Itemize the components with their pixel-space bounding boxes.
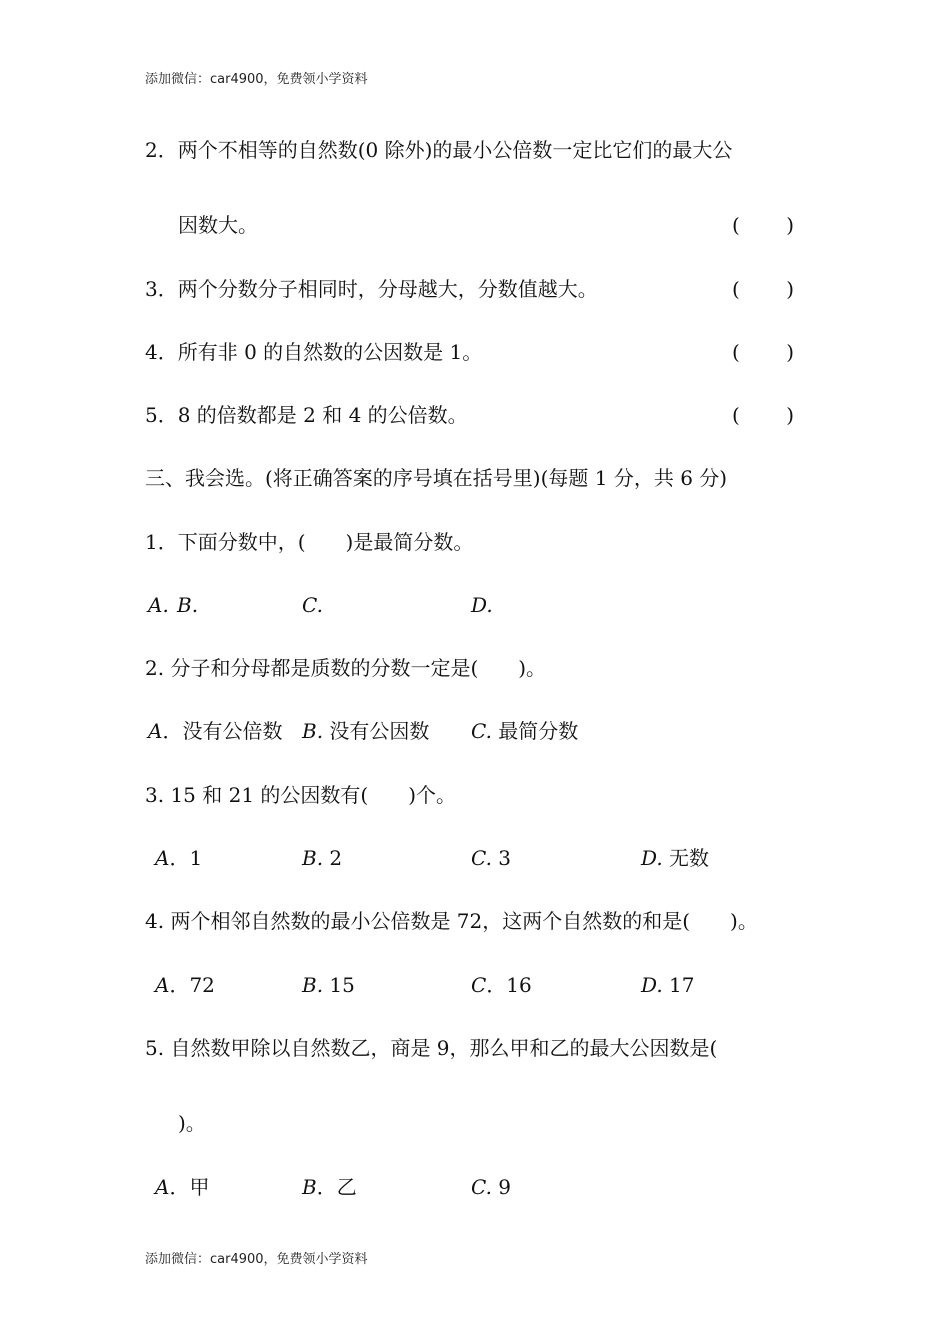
- choice-q4-option-b[interactable]: [302, 973, 355, 997]
- choice-q3-option-d[interactable]: [641, 846, 709, 870]
- choice-q4-option-a[interactable]: [155, 973, 215, 997]
- option-text: ．16: [486, 973, 532, 997]
- answer-blank-q3[interactable]: [732, 277, 794, 301]
- page-header-note: 添加微信：car4900，免费领小学资料: [145, 72, 368, 87]
- option-letter: C: [471, 973, 487, 997]
- option-letter: B.: [302, 846, 324, 870]
- option-letter: B.: [302, 973, 324, 997]
- option-letter: B: [302, 1175, 317, 1199]
- judge-q2-line1: 2．两个不相等的自然数(0 除外)的最小公倍数一定比它们的最大公: [145, 138, 733, 162]
- judge-q2-line2: 因数大。: [178, 213, 258, 237]
- choice-q1-stem: 1．下面分数中，( )是最简分数。: [145, 530, 474, 554]
- option-letter: D.: [641, 973, 663, 997]
- option-text: 2: [323, 846, 343, 870]
- paren-open: (: [732, 213, 740, 237]
- choice-q2-option-c[interactable]: [471, 719, 578, 743]
- option-text: ．乙: [316, 1175, 357, 1199]
- choice-q1-option-a[interactable]: A.: [148, 593, 169, 617]
- choice-q5-option-b[interactable]: [302, 1175, 357, 1199]
- option-letter: A: [148, 719, 163, 743]
- choice-q5-stem-line2: )。: [178, 1111, 206, 1135]
- option-text: 没有公因数: [323, 719, 430, 743]
- choice-q4-stem: 4. 两个相邻自然数的最小公倍数是 72，这两个自然数的和是( )。: [145, 909, 758, 933]
- choice-q5-stem-line1: 5. 自然数甲除以自然数乙，商是 9，那么甲和乙的最大公因数是(: [145, 1036, 718, 1060]
- option-text: ．没有公倍数: [162, 719, 283, 743]
- option-text: ．甲: [169, 1175, 210, 1199]
- paren-open: (: [732, 340, 740, 364]
- option-text: ．1: [169, 846, 203, 870]
- option-text: 最简分数: [491, 719, 579, 743]
- option-text: 3: [491, 846, 512, 870]
- choice-q1-option-c[interactable]: C.: [302, 593, 323, 617]
- choice-q4-option-d[interactable]: [641, 973, 695, 997]
- answer-blank-q5[interactable]: [732, 403, 794, 427]
- paren-open: (: [732, 277, 740, 301]
- judge-q3: 3．两个分数分子相同时，分母越大，分数值越大。: [145, 277, 598, 301]
- paren-open: (: [732, 403, 740, 427]
- paren-close: ): [786, 277, 794, 301]
- paren-close: ): [786, 403, 794, 427]
- option-letter: A: [155, 973, 170, 997]
- choice-q1-option-d[interactable]: D.: [471, 593, 493, 617]
- option-text: 15: [323, 973, 355, 997]
- option-text: ．72: [169, 973, 215, 997]
- option-letter: A: [155, 1175, 170, 1199]
- option-letter: B.: [302, 719, 324, 743]
- option-text: 17: [662, 973, 695, 997]
- section-3-title: 三、我会选。(将正确答案的序号填在括号里)(每题 1 分，共 6 分): [145, 466, 728, 490]
- choice-q4-option-c[interactable]: [471, 973, 532, 997]
- option-letter: A: [155, 846, 170, 870]
- option-letter: C.: [471, 1175, 492, 1199]
- paren-close: ): [786, 340, 794, 364]
- judge-q4: 4．所有非 0 的自然数的公因数是 1。: [145, 340, 483, 364]
- option-letter: C.: [471, 719, 492, 743]
- choice-q2-option-a[interactable]: [148, 719, 282, 743]
- judge-q5: 5．8 的倍数都是 2 和 4 的公倍数。: [145, 403, 468, 427]
- choice-q3-option-a[interactable]: [155, 846, 202, 870]
- option-text: 无数: [662, 846, 710, 870]
- choice-q1-option-b[interactable]: B.: [177, 593, 199, 617]
- choice-q3-option-b[interactable]: [302, 846, 342, 870]
- choice-q2-stem: 2. 分子和分母都是质数的分数一定是( )。: [145, 656, 547, 680]
- option-text: 9: [491, 1175, 512, 1199]
- answer-blank-q2[interactable]: [732, 213, 794, 237]
- choice-q5-option-a[interactable]: [155, 1175, 209, 1199]
- choice-q3-stem: 3. 15 和 21 的公因数有( )个。: [145, 783, 457, 807]
- choice-q3-option-c[interactable]: [471, 846, 511, 870]
- page-footer-note: 添加微信：car4900，免费领小学资料: [145, 1252, 368, 1267]
- paren-close: ): [786, 213, 794, 237]
- answer-blank-q4[interactable]: [732, 340, 794, 364]
- choice-q2-option-b[interactable]: [302, 719, 429, 743]
- option-letter: C.: [471, 846, 492, 870]
- option-letter: D.: [641, 846, 663, 870]
- choice-q5-option-c[interactable]: [471, 1175, 511, 1199]
